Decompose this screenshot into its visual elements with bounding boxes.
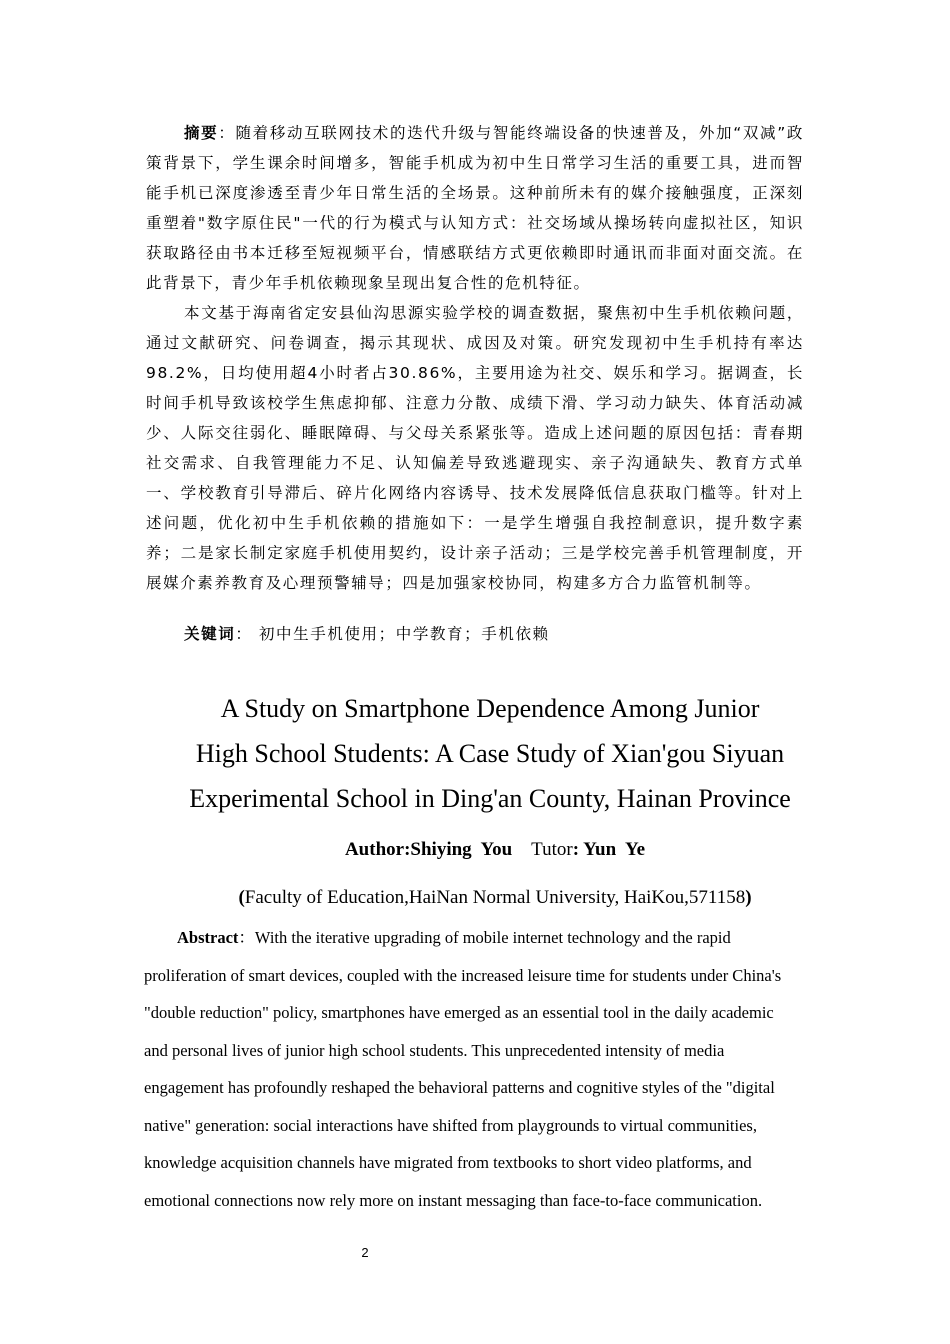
english-abstract-line-2: proliferation of smart devices, coupled with the increased leisure time for students under China's xyxy=(144,965,782,985)
zh-abstract-separator: ： xyxy=(218,124,236,142)
author-name: Shiying You xyxy=(410,839,513,860)
page-number: 2 xyxy=(361,1245,369,1260)
zh-keywords xyxy=(184,619,804,649)
english-abstract-line-1 xyxy=(144,919,804,957)
affiliation xyxy=(100,884,890,912)
zh-abstract-text-1: 随着移动互联网技术的迭代升级与智能终端设备的快速普及，外加“双减”政策背景下，学生课余时间增多，智能手机成为初中生日常学习生活的重要工具，进而智能手机已深度渗透至青少年日常生活的全场景。这种前所未有的媒介接触强度，正深刻重塑着"数字原住民"一代的行为模式与认知方式：社交场域从操场转向虚拟社区，知识获取路径由书本迁移至短视频平台，情感联结方式更依赖即时通讯而非面对面交流。在此背景下，青少年手机依赖现象呈现出复合性的危机特征。 xyxy=(146,124,804,292)
english-abstract xyxy=(144,919,804,1219)
english-abstract-label: Abstract xyxy=(177,928,239,947)
tutor-name: Yun Ye xyxy=(579,839,646,860)
zh-keywords-separator: ： xyxy=(235,625,253,643)
english-abstract-line-7: knowledge acquisition channels have migrated from textbooks to short video platforms, and xyxy=(144,1153,752,1172)
author-line xyxy=(100,836,890,864)
zh-keywords-label: 关键词 xyxy=(184,625,236,643)
affiliation-close-paren: ) xyxy=(745,887,752,908)
tutor-separator: : xyxy=(572,839,580,860)
affiliation-text: Faculty of Education,HaiNan Normal University, HaiKou,571158 xyxy=(244,887,746,908)
zh-abstract-paragraph-1 xyxy=(146,118,804,298)
english-abstract-line-4: and personal lives of junior high school students. This unprecedented intensity of media xyxy=(144,1040,725,1060)
english-title-line-2: High School Students: A Case Study of Xian'gou Siyuan xyxy=(195,739,785,768)
english-abstract-line-6: native" generation: social interactions have shifted from playgrounds to virtual communities, xyxy=(144,1115,757,1135)
english-abstract-line-5: engagement has profoundly reshaped the behavioral patterns and cognitive styles of the "digital xyxy=(144,1078,775,1097)
tutor-label: Tutor xyxy=(531,839,573,860)
english-abstract-separator: ： xyxy=(238,928,255,947)
zh-abstract-paragraph-2: 本文基于海南省定安县仙沟思源实验学校的调查数据，聚焦初中生手机依赖问题，通过文献研究、问卷调查，揭示其现状、成因及对策。研究发现初中生手机持有率达98.2%，日均使用超4小时者占30.86%，主要用途为社交、娱乐和学习。据调查，长时间手机导致该校学生焦虑抑郁、注意力分散、成绩下滑、学习动力缺失、体育活动减少、人际交往弱化、睡眠障碍、与父母关系紧张等。造成上述问题的原因包括：青春期社交需求、自我管理能力不足、认知偏差导致逃避现实、亲子沟通缺失、教育方式单一、学校教育引导滞后、碎片化网络内容诱导、技术发展降低信息获取门槛等。针对上述问题，优化初中生手机依赖的措施如下：一是学生增强自我控制意识，提升数字素养；二是家长制定家庭手机使用契约，设计亲子活动；三是学校完善手机管理制度，开展媒介素养教育及心理预警辅导；四是加强家校协同，构建多方合力监管机制等。 xyxy=(146,304,804,592)
english-abstract-text-1: With the iterative upgrading of mobile internet technology and the rapid xyxy=(254,928,731,947)
author-label: Author: xyxy=(344,839,411,860)
english-title xyxy=(130,686,850,821)
english-abstract-line-3: "double reduction" policy, smartphones have emerged as an essential tool in the daily academic xyxy=(144,1003,774,1022)
zh-keywords-value: 初中生手机使用；中学教育；手机依赖 xyxy=(258,625,550,643)
affiliation-open-paren: ( xyxy=(238,887,245,908)
zh-abstract-label: 摘要 xyxy=(184,124,219,142)
english-title-line-1: A Study on Smartphone Dependence Among Junior xyxy=(220,694,760,723)
english-abstract-line-8: emotional connections now rely more on instant messaging than face-to-face communication. xyxy=(144,1190,763,1210)
english-title-line-3: Experimental School in Ding'an County, Hainan Province xyxy=(189,784,791,813)
